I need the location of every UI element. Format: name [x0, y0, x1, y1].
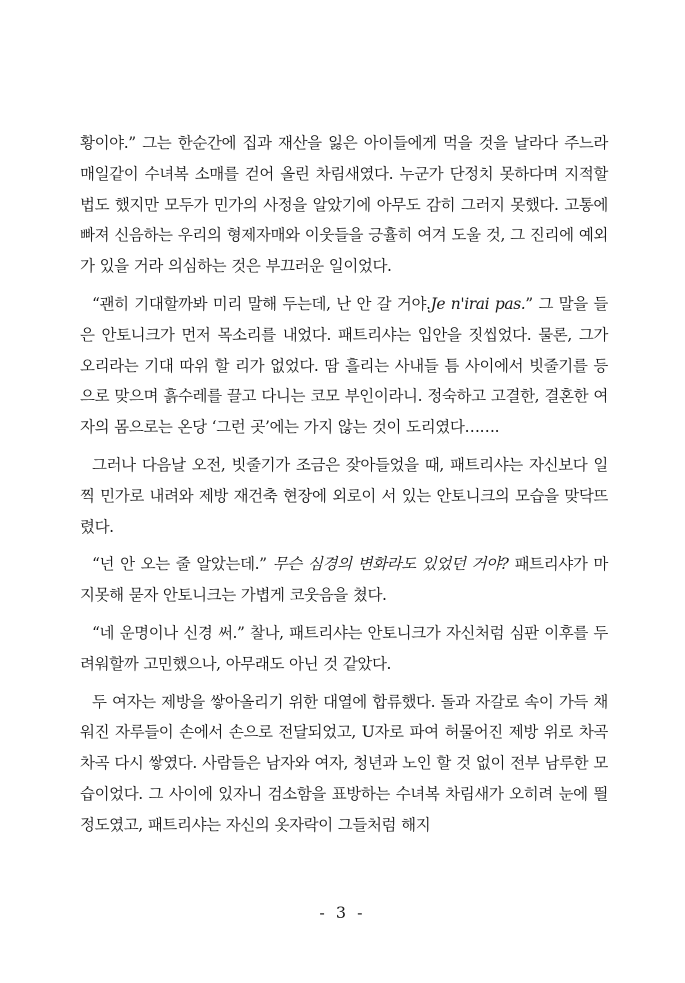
paragraph-6: [80, 687, 608, 841]
page-number: - 3 -: [319, 903, 366, 922]
paragraph-6-text: 두 여자는 제방을 쌓아올리기 위한 대열에 합류했다. 돌과 자갈로 속이 가득 채워진 자루들이 손에서 손으로 전달되었고, U자로 파여 허물어진 제방 위로 차곡차곡 다시 쌓였다. 사람들은 남자와 여자, 청년과 노인 할 것 없이 전부 남루한 모습이었다. 그 사이에 있자니 검소함을 표방하는 수녀복 차림새가 오히려 눈에 띌 정도였고, 패트리샤는 자신의 옷자락이 그들처럼 해지: [80, 692, 608, 834]
paragraph-5: [80, 618, 608, 680]
paragraph-4: [80, 549, 608, 611]
paragraph-2-text-b: ” 그 말을 들은 안토니크가 먼저 목소리를 내었다. 패트리샤는 입안을 짓씹었다. 물론, 그가 오리라는 기대 따위 할 리가 없었다. 땀 흘리는 사내들 틈 사이에서 빗줄기를 등으로 맞으며 흙수레를 끌고 다니는 코모 부인이라니. 정숙하고 고결한, 결혼한 여자의 몸으로는 온당 ‘그런 곳’에는 가지 않는 것이 도리였다…….: [80, 294, 609, 437]
paragraph-5-text: “네 운명이나 신경 써.” 찰나, 패트리샤는 안토니크가 자신처럼 심판 이후를 두려워할까 고민했으나, 아무래도 아닌 것 같았다.: [80, 623, 608, 673]
paragraph-3: [80, 450, 608, 542]
paragraph-2-text-a: “괜히 기대할까봐 미리 말해 두는데, 난 안 갈 거야.: [92, 294, 431, 313]
paragraph-1: [80, 128, 608, 282]
paragraph-3-text: 그러나 다음날 오전, 빗줄기가 조금은 잦아들었을 때, 패트리샤는 자신보다 일찍 민가로 내려와 제방 재건축 현장에 외로이 서 있는 안토니크의 모습을 맞닥뜨렸다.: [80, 455, 608, 536]
paragraph-4-text-a: “넌 안 오는 줄 알았는데.”: [92, 555, 273, 574]
body-text: [80, 128, 608, 848]
paragraph-4-text-b: 패트리샤가 마지못해 묻자 안토니크는 가볍게 코웃음을 쳤다.: [80, 555, 608, 605]
paragraph-2: [80, 289, 608, 443]
paragraph-2-italic-phrase: Je n'irai pas.: [430, 294, 526, 313]
paragraph-4-italic-thought: 무슨 심경의 변화라도 있었던 거야?: [272, 555, 509, 574]
paragraph-1-text: 황이야.” 그는 한순간에 집과 재산을 잃은 아이들에게 먹을 것을 날라다 주느라 매일같이 수녀복 소매를 걷어 올린 차림새였다. 누군가 단정치 못하다며 지적할 법도 했지만 모두가 민가의 사정을 알았기에 아무도 감히 그러지 못했다. 고통에 빠져 신음하는 우리의 형제자매와 이웃들을 긍휼히 여겨 도울 것, 그 진리에 예외가 있을 거라 의심하는 것은 부끄러운 일이었다.: [80, 134, 608, 276]
